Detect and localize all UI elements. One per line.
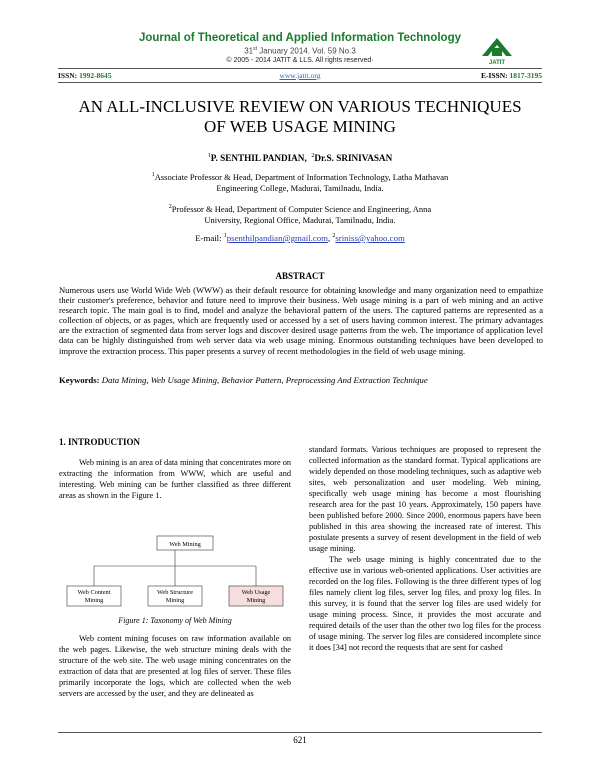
affil2-text: Professor & Head, Department of Computer Science and Engineering, Anna University, Regional Office, Madurai, Tamilnadu, India. <box>171 203 432 225</box>
author2: Dr.S. SRINIVASAN <box>314 153 393 164</box>
keywords-list: Data Mining, Web Usage Mining, Behavior Pattern, Preprocessing And Extraction Technique <box>99 375 428 385</box>
intro-right-column <box>309 444 541 653</box>
issn-label: ISSN: <box>58 71 80 80</box>
journal-title: Journal of Theoretical and Applied Information Technology <box>138 32 462 44</box>
header-rule-top <box>58 68 542 69</box>
intro-left-column-top <box>59 457 291 501</box>
abstract-body: Numerous users use World Wide Web (WWW) as their default resource for obtaining knowledge and many organization need to empathize their customer's preference, behavior and future need to improve their business. Web usage mining is a part of web mining and an active research topic. The main goal is to find, model and analyze the behavioral pattern of the users. The captured patterns are represented as a collection of objects, or as pages, which are frequently used or accessed by a set of users having common interest. The primary advantages are the extraction of segmented data from server logs and discover desired usage patterns from the web. The importance of application level data can be highly distinguished from web server data via web usage mining. Enormous outstanding techniques have been developed to improve the extraction process. This paper presents a survey of recent methodologies in the field of web usage mining. <box>59 285 543 356</box>
footer-rule <box>58 732 542 733</box>
intro-left-column-bottom <box>59 633 291 699</box>
author1: P. SENTHIL PANDIAN, <box>210 153 307 164</box>
intro-right-paragraph-2: The web usage mining is highly concentrated due to the effective use in various web-oriented applications. User activities are recorded on the log files. Following is the three different types of log files namely client log files, server log files, and proxy log files. In this survey, it is found that the server log files are used widely for usage mining process. Since, it provides the most accurate and required details of the user than the other two log files for the process of usage mining. The server log files are considered incomplete since it does [34] not record the requests that are sent for cashed <box>309 555 541 652</box>
jatit-logo <box>478 34 516 66</box>
issue-rest: January 2014. Vol. 59 No.3 <box>257 46 356 56</box>
email1-num: 1 <box>223 233 227 240</box>
issue-day-suffix: st <box>253 46 258 52</box>
email-line <box>60 233 540 243</box>
affil1-num: 1 <box>151 172 155 178</box>
fig-content-label-1: Web Content <box>77 589 111 596</box>
keywords-label: Keywords: <box>59 375 100 385</box>
header-rule-bottom <box>58 82 542 83</box>
title-line-1: AN ALL-INCLUSIVE REVIEW ON VARIOUS TECHNIQUES <box>78 97 522 116</box>
fig-usage-label-1: Web Usage <box>241 589 271 596</box>
email-link-1[interactable]: psenthilpandian@gmail.com <box>226 233 328 243</box>
intro-heading: 1. INTRODUCTION <box>59 437 141 447</box>
fig-structure-label-1: Web Structure <box>156 589 194 596</box>
intro-paragraph-1: Web mining is an area of data mining that concentrates more on extracting the information from WWW, which are useful and interesting. Web mining can be further classified as three different areas as shown in the Figure 1. <box>59 458 291 500</box>
email2-num: 2 <box>332 233 336 240</box>
affiliation-2 <box>150 202 450 226</box>
author1-num: 1 <box>207 153 211 159</box>
eissn-label: E-ISSN: <box>480 71 510 80</box>
title-line-2: OF WEB USAGE MINING <box>204 117 396 136</box>
page-number: 621 <box>293 735 307 745</box>
email-label: E-mail: <box>195 233 224 243</box>
intro-right-paragraph-1: standard formats. Various techniques are proposed to represent the collected information as the standard format. Typical applications are widely depended on those modeling techniques, such as adaptive web sites, web personalization and user modeling. Web mining, specifically web usage mining has become a most flourishing research area for the past 10 years. Approximately, 150 papers have been published before 2000. Since 2000, enormous papers have been published in this area showing the increased rate of interest. This postulate presents a survey of resent development in the field of web usage mining. <box>309 445 541 553</box>
logo-text: JATIT <box>488 60 506 66</box>
author2-num: 2 <box>311 153 315 159</box>
keywords <box>59 375 543 385</box>
fig-root-label: Web Mining <box>169 541 201 548</box>
fig-structure-label-2: Mining <box>165 597 185 604</box>
website-link[interactable]: www.jatit.org <box>279 71 321 80</box>
authors <box>60 153 540 163</box>
paper-title <box>60 97 540 137</box>
copyright: © 2005 - 2014 JATIT & LLS. All rights reserved· <box>226 57 374 64</box>
issue-day: 31 <box>244 46 254 56</box>
email-link-2[interactable]: sriniss@yahoo.com <box>335 233 405 243</box>
logo-block <box>492 48 502 56</box>
taxonomy-figure <box>59 528 291 628</box>
affil2-num: 2 <box>168 204 172 210</box>
fig-content-label-2: Mining <box>84 597 104 604</box>
email-separator: , <box>327 233 333 243</box>
eissn-value: 1817-3195 <box>509 71 542 80</box>
affil1-text: Associate Professor & Head, Department of Information Technology, Latha Mathavan Engineering College, Madurai, Tamilnadu, India. <box>154 171 449 193</box>
intro-paragraph-2: Web content mining focuses on raw information available on the web pages. Likewise, the web structure mining deals with the structure of the web site. The web usage mining concentrates on the extraction of data that are presented at log files of server. These files primarily incorporate the logs, which are collected when the web servers are accessed by the user, and they are delineated as <box>59 634 291 698</box>
abstract-heading: ABSTRACT <box>275 271 325 281</box>
issn-value: 1992-8645 <box>79 71 112 80</box>
figure-caption: Figure 1: Taxonomy of Web Mining <box>118 616 232 625</box>
fig-usage-label-2: Mining <box>246 597 266 604</box>
affiliation-1 <box>150 170 450 194</box>
eissn <box>481 71 542 80</box>
